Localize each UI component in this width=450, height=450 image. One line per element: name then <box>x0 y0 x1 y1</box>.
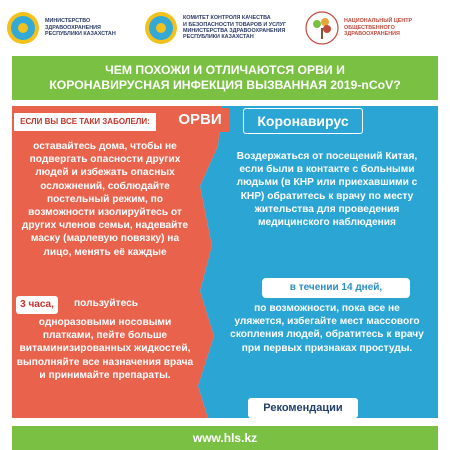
org-ncph <box>305 8 450 48</box>
tree-logo-icon <box>305 11 339 45</box>
org-name-line: МИНИСТЕРСТВА ЗДРАВООХРАНЕНИЯ <box>183 28 286 34</box>
kazakhstan-emblem-icon <box>144 11 178 45</box>
org-name-line: И БЕЗОПАСНОСТИ ТОВАРОВ И УСЛУГ <box>183 21 287 28</box>
org-name <box>45 18 116 37</box>
org-name-line: РЕСПУБЛИКИ КАЗАХСТАН <box>45 31 116 38</box>
org-name-line: НАЦИОНАЛЬНЫЙ ЦЕНТР <box>344 18 413 25</box>
coronavirus-advice-text: Воздержаться от посещений Китая, если были в контакте с больными людьми (в КНР или приехавшими с КНР) обратитесь к врачу по месту жительства для проведения медицинского наблюдения <box>236 151 418 229</box>
org-name-line: РЕСПУБЛИКИ КАЗАХСТАН <box>183 34 254 41</box>
days-badge: в течении 14 дней, <box>262 278 410 298</box>
footer-url[interactable]: www.hls.kz <box>192 431 258 445</box>
org-ministry <box>6 8 146 48</box>
title-line: КОРОНАВИРУСНАЯ ИНФЕКЦИЯ ВЫЗВАННАЯ 2019-nCoV? <box>49 78 401 92</box>
org-name-line: КОМИТЕТ КОНТРОЛЯ КАЧЕСТВА <box>183 15 271 22</box>
org-name-line: ЗДРАВООХРАНЕНИЯ <box>344 31 400 38</box>
coronavirus-label: Коронавирус <box>243 108 363 134</box>
title-line: ЧЕМ ПОХОЖИ И ОТЛИЧАЮТСЯ ОРВИ И <box>105 63 345 77</box>
kazakhstan-emblem-icon <box>6 11 40 45</box>
hours-badge: 3 часа, <box>16 296 58 314</box>
org-committee <box>144 8 314 48</box>
org-name <box>344 18 412 37</box>
header <box>0 0 450 52</box>
recommendations-label: Рекомендации <box>248 398 358 418</box>
hours-row <box>14 296 204 314</box>
hours-after-text: пользуйтесь <box>74 298 139 309</box>
org-name <box>183 15 286 41</box>
org-name-line: МИНИСТЕРСТВО <box>45 18 91 25</box>
orvi-advice-text: оставайтесь дома, чтобы не подвергать опасности других людей и избежать опасных осложнений, соблюдайте постельный режим, по возможности изолируйтесь от других членов семьи, надевайте маску (марлевую повязку) на лицо, менять её каждые <box>21 141 189 258</box>
orvi-advice-text-2: одноразовыми носовыми платками, пейте больше витаминизированных жидкостей, выполняйте все назначения врача и принимайте препараты. <box>16 317 194 381</box>
subtitle: ЕСЛИ ВЫ ВСЕ ТАКИ ЗАБОЛЕЛИ: <box>14 113 156 131</box>
page-title <box>12 56 438 100</box>
coronavirus-advice-text-2: по возможности, пока все не уляжется, избегайте мест массового скопления людей, обратитесь к врачу при первых признаках простуды. <box>230 303 424 354</box>
org-name-line: ОБЩЕСТВЕННОГО <box>344 24 395 31</box>
footer <box>12 426 438 450</box>
org-name-line: ЗДРАВООХРАНЕНИЯ <box>45 24 101 31</box>
orvi-label: ОРВИ <box>170 108 230 132</box>
